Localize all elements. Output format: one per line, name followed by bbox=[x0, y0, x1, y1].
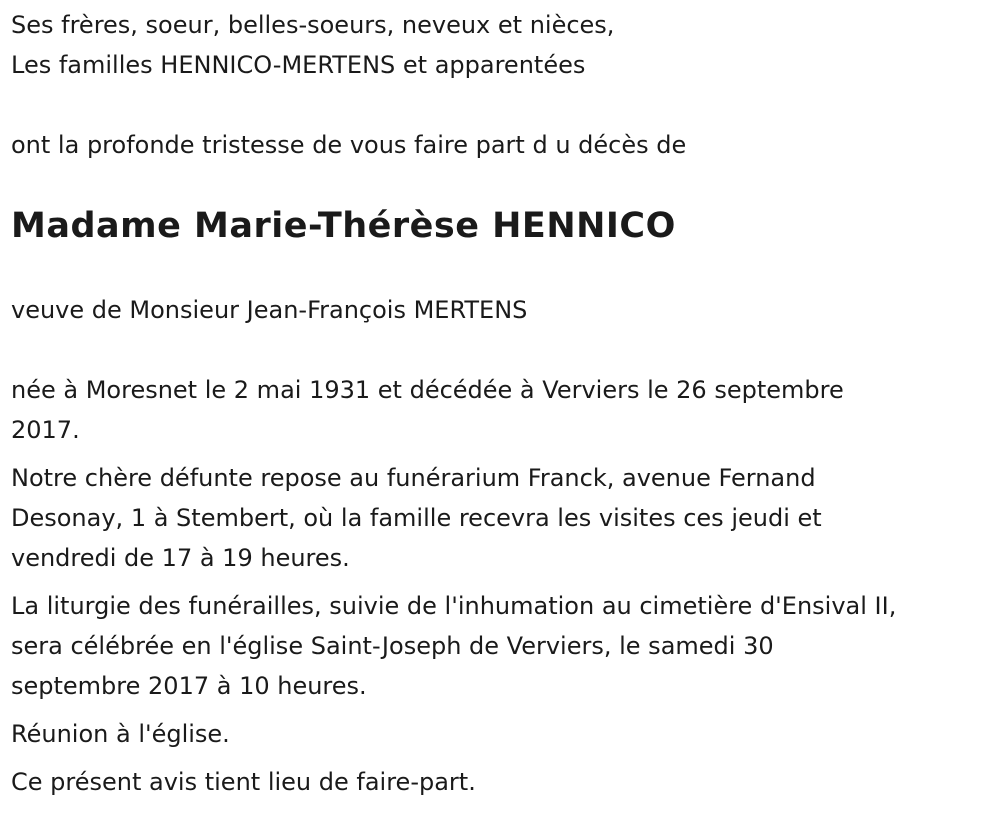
announcement-text: ont la profonde tristesse de vous faire part d u décès de bbox=[11, 131, 687, 159]
liturgy-paragraph bbox=[11, 586, 991, 706]
family-block bbox=[11, 0, 1000, 85]
liturgy-line: La liturgie des funérailles, suivie de l'inhumation au cimetière d'Ensival II, bbox=[11, 592, 897, 620]
birth-death-line: née à Moresnet le 2 mai 1931 et décédée à Verviers le 26 septembre bbox=[11, 376, 844, 404]
widow-of-text: veuve de Monsieur Jean-François MERTENS bbox=[11, 296, 528, 324]
meeting-text: Réunion à l'église. bbox=[11, 720, 230, 748]
birth-death-line: 2017. bbox=[11, 416, 80, 444]
birth-death-paragraph bbox=[11, 370, 971, 450]
funerarium-line: Desonay, 1 à Stembert, où la famille recevra les visites ces jeudi et bbox=[11, 504, 822, 532]
closing-text: Ce présent avis tient lieu de faire-part. bbox=[11, 768, 476, 796]
family-line: Les familles HENNICO-MERTENS et apparentées bbox=[11, 51, 586, 79]
deceased-name: Madame Marie-Thérèse HENNICO bbox=[11, 206, 676, 246]
family-line: Ses frères, soeur, belles-soeurs, neveux et nièces, bbox=[11, 11, 615, 39]
funerarium-paragraph bbox=[11, 458, 991, 578]
liturgy-line: septembre 2017 à 10 heures. bbox=[11, 672, 367, 700]
funerarium-line: vendredi de 17 à 19 heures. bbox=[11, 544, 350, 572]
funerarium-line: Notre chère défunte repose au funérarium Franck, avenue Fernand bbox=[11, 464, 816, 492]
liturgy-line: sera célébrée en l'église Saint-Joseph de Verviers, le samedi 30 bbox=[11, 632, 774, 660]
